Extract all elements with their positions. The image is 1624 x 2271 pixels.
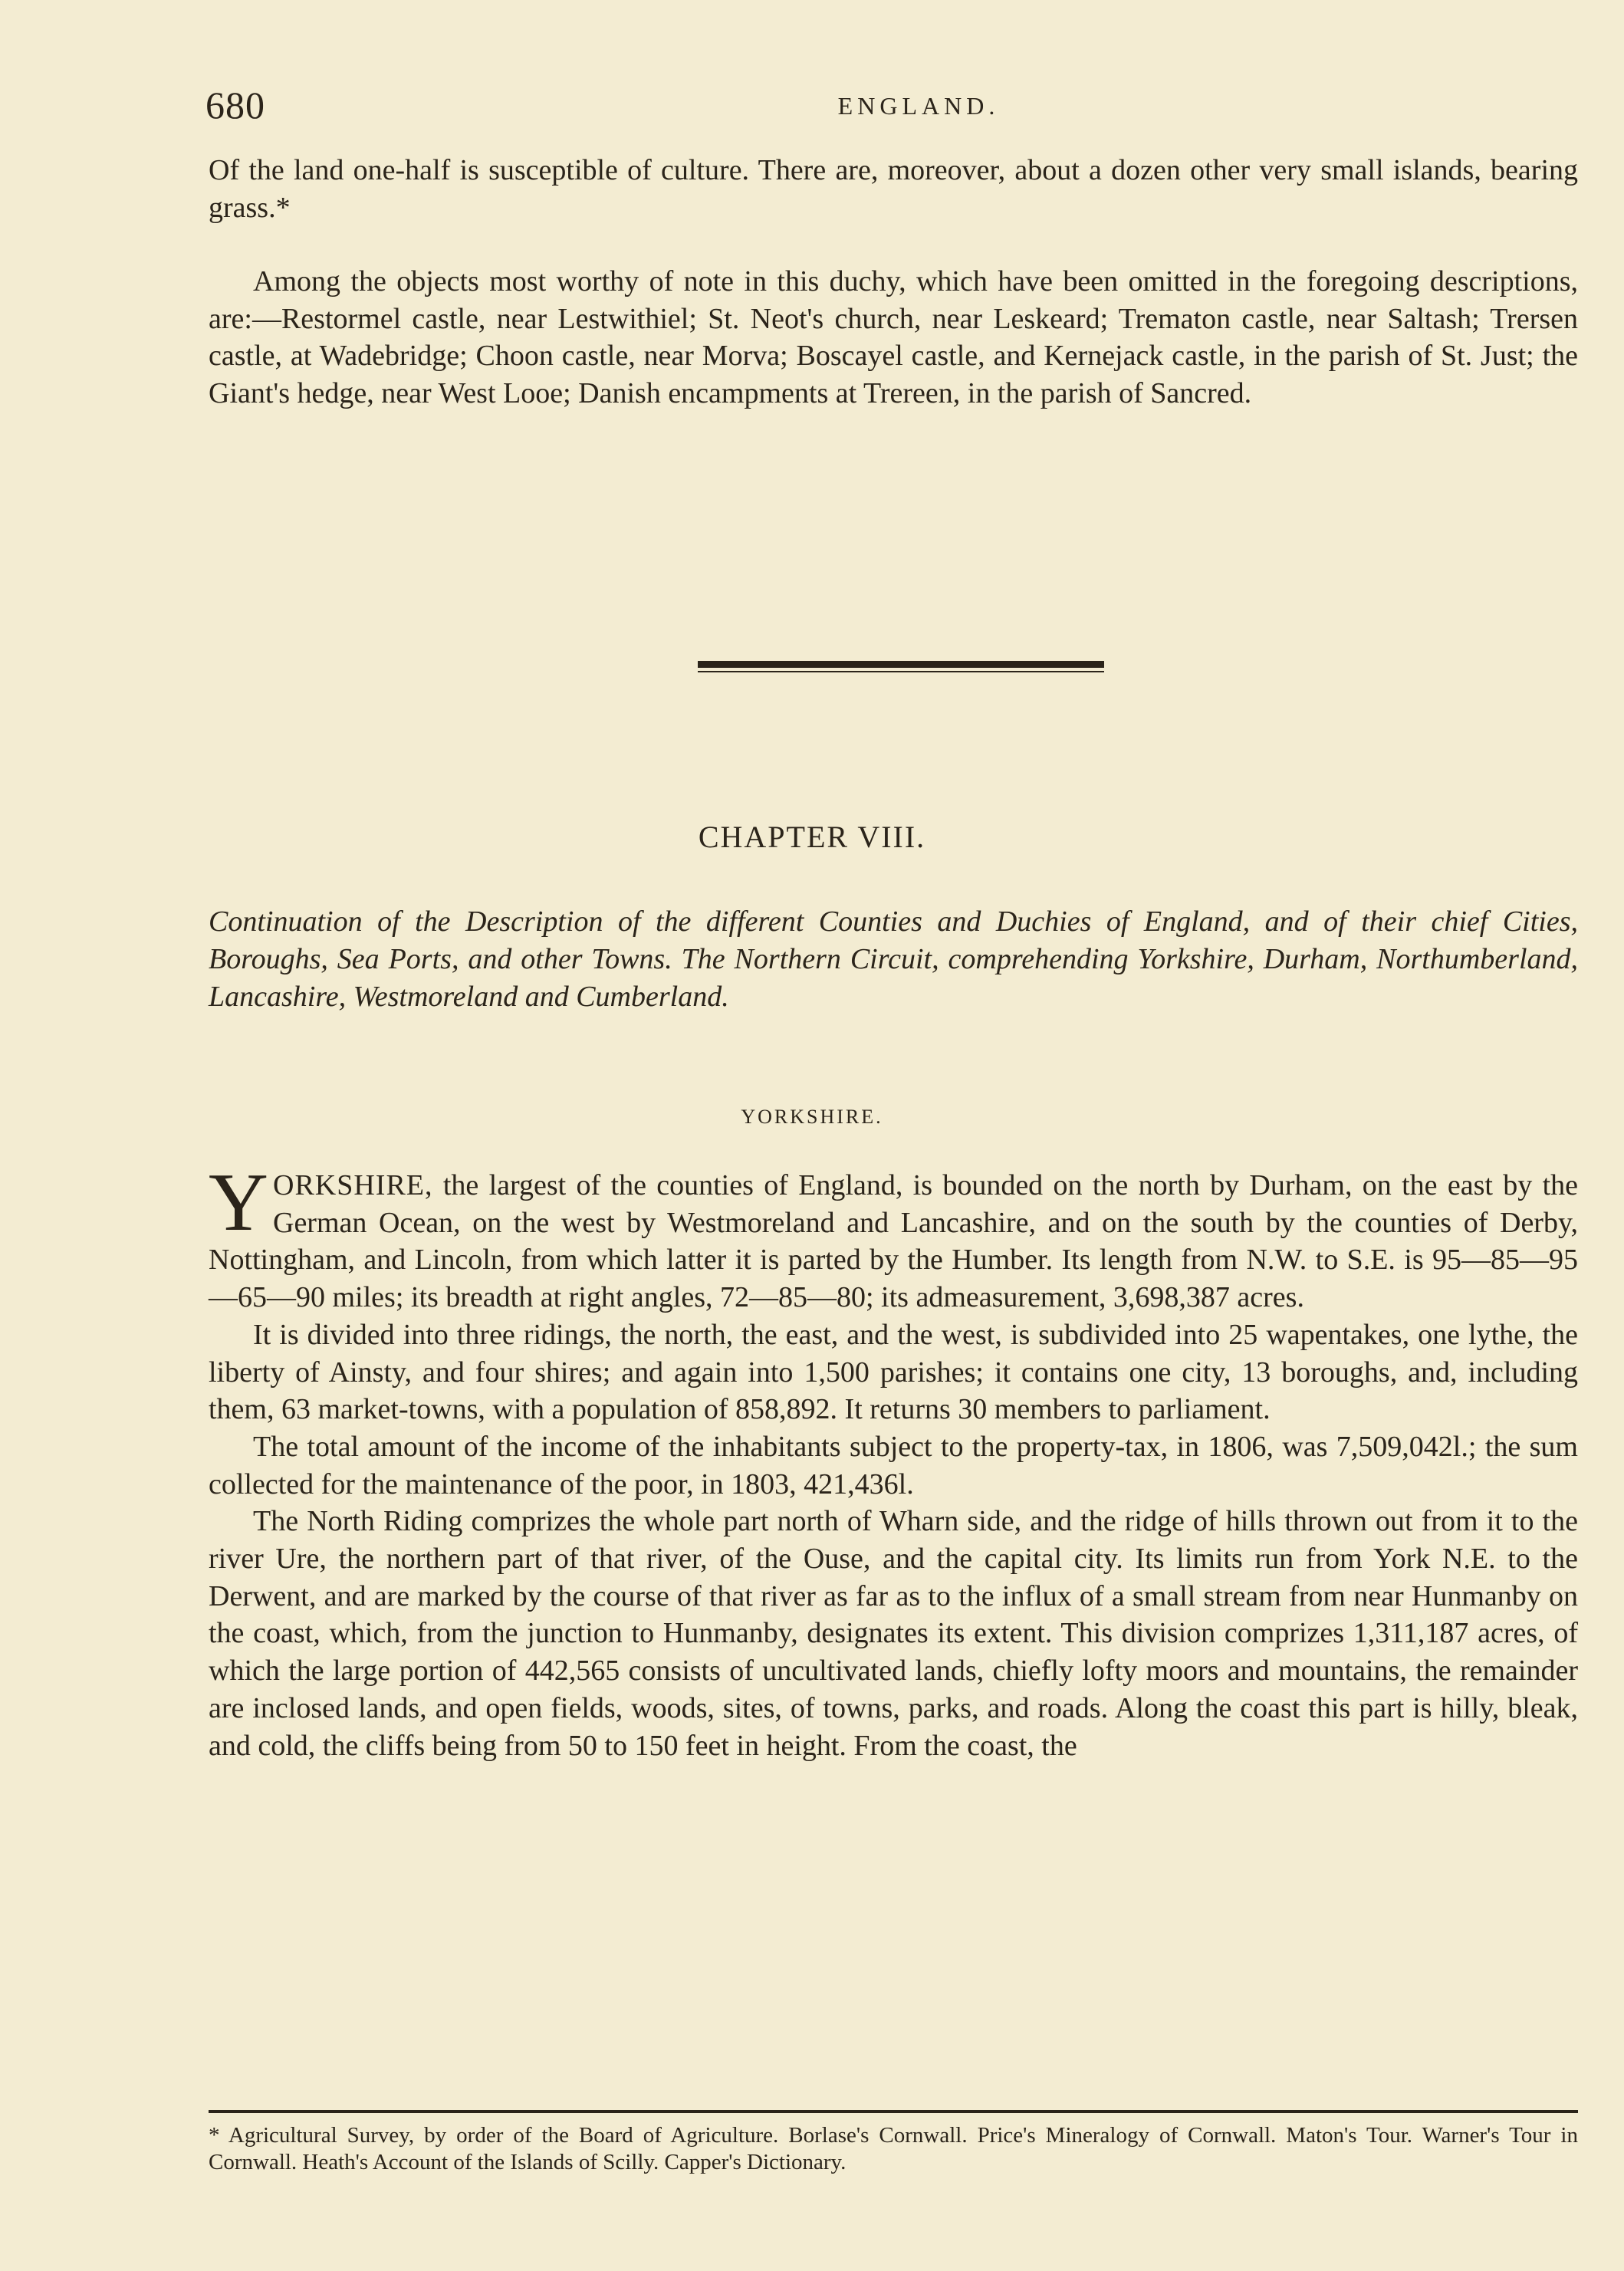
page-header xyxy=(205,83,1586,129)
yorkshire-paragraph-3: The total amount of the income of the inhabitants subject to the property-tax, in 1806, was 7,509,042l.; the sum collected for the maintenance of the poor, in 1803, 421,436l. xyxy=(209,1430,1578,1500)
running-head: ENGLAND. xyxy=(837,92,1000,120)
lead-word: ORKSHIRE, xyxy=(273,1169,433,1201)
page-number: 680 xyxy=(205,84,265,127)
intro-text: Of the land one-half is susceptible of culture. There are, moreover, about a dozen other very small islands, bearing grass.* xyxy=(209,154,1578,224)
paragraph-1-text: the largest of the counties of England, is bounded on the north by Durham, on the east by the German Ocean, on the west by Westmoreland and Lancashire, and on the south by the counties of Derby, Nottingham, and Lincoln, from which latter it is parted by the Humber. Its length from N.W. to S.E. is 95—85—95—65—90 miles; its breadth at right angles, 72—85—80; its admeasurement, 3,698,387 acres. xyxy=(209,1169,1578,1314)
intro-paragraph xyxy=(209,152,1578,226)
yorkshire-paragraph-2: It is divided into three ridings, the north, the east, and the west, is subdivided into 25 wapentakes, one lythe, the liberty of Ainsty, and four shires; and again into 1,500 parishes; it contains one city, 13 boroughs, and, including them, 63 market-towns, with a population of 858,892. It returns 30 members to parliament. xyxy=(209,1318,1578,1426)
objects-text: Among the objects most worthy of note in this duchy, which have been omitted in the foregoing descriptions, are:—Restormel castle, near Lestwithiel; St. Neot's church, near Leskeard; Trematon castle, near Saltash; Trersen castle, at Wadebridge; Choon castle, near Morva; Boscayel castle, and Kernejack castle, in the parish of St. Just; the Giant's hedge, near West Looe; Danish encampments at Trereen, in the parish of Sancred. xyxy=(209,265,1578,410)
footnote-rule xyxy=(209,2110,1578,2113)
drop-cap: Y xyxy=(209,1157,268,1248)
section-divider-rule-thin xyxy=(698,671,1104,672)
yorkshire-paragraph-1 xyxy=(209,1157,1578,1316)
chapter-title: CHAPTER VIII. xyxy=(698,820,926,854)
footnote: * Agricultural Survey, by order of the Board of Agriculture. Borlase's Cornwall. Price's Mineralogy of Cornwall. Maton's Tour. Warner's Tour in Cornwall. Heath's Account of the Islands of Scilly. Capper's Dictionary. xyxy=(209,2123,1578,2174)
yorkshire-paragraph-4: The North Riding comprizes the whole part north of Wharn side, and the ridge of hills thrown out from it to the river Ure, the northern part of that river, of the Ouse, and the capital city. Its limits run from York N.E. to the Derwent, and are marked by the course of that river as far as to the influx of a small stream from near Hunmanby on the coast, which, from the junction to Hunmanby, designates its extent. This division comprizes 1,311,187 acres, of which the large portion of 442,565 consists of uncultivated lands, chiefly lofty moors and mountains, the remainder are inclosed lands, and open fields, woods, sites, of towns, parks, and roads. Along the coast this part is hilly, bleak, and cold, the cliffs being from 50 to 150 feet in height. From the coast, the xyxy=(209,1505,1578,1762)
objects-paragraph xyxy=(209,263,1578,412)
yorkshire-section xyxy=(209,1157,1578,1764)
section-divider-rule xyxy=(698,661,1104,668)
section-title: YORKSHIRE. xyxy=(741,1106,883,1128)
chapter-subtitle: Continuation of the Description of the different Counties and Duchies of England, and of their chief Cities, Boroughs, Sea Ports, and other Towns. The Northern Circuit, comprehending Yorkshire, Durham, Northumberland, Lancashire, Westmoreland and Cumberland. xyxy=(209,905,1578,1013)
